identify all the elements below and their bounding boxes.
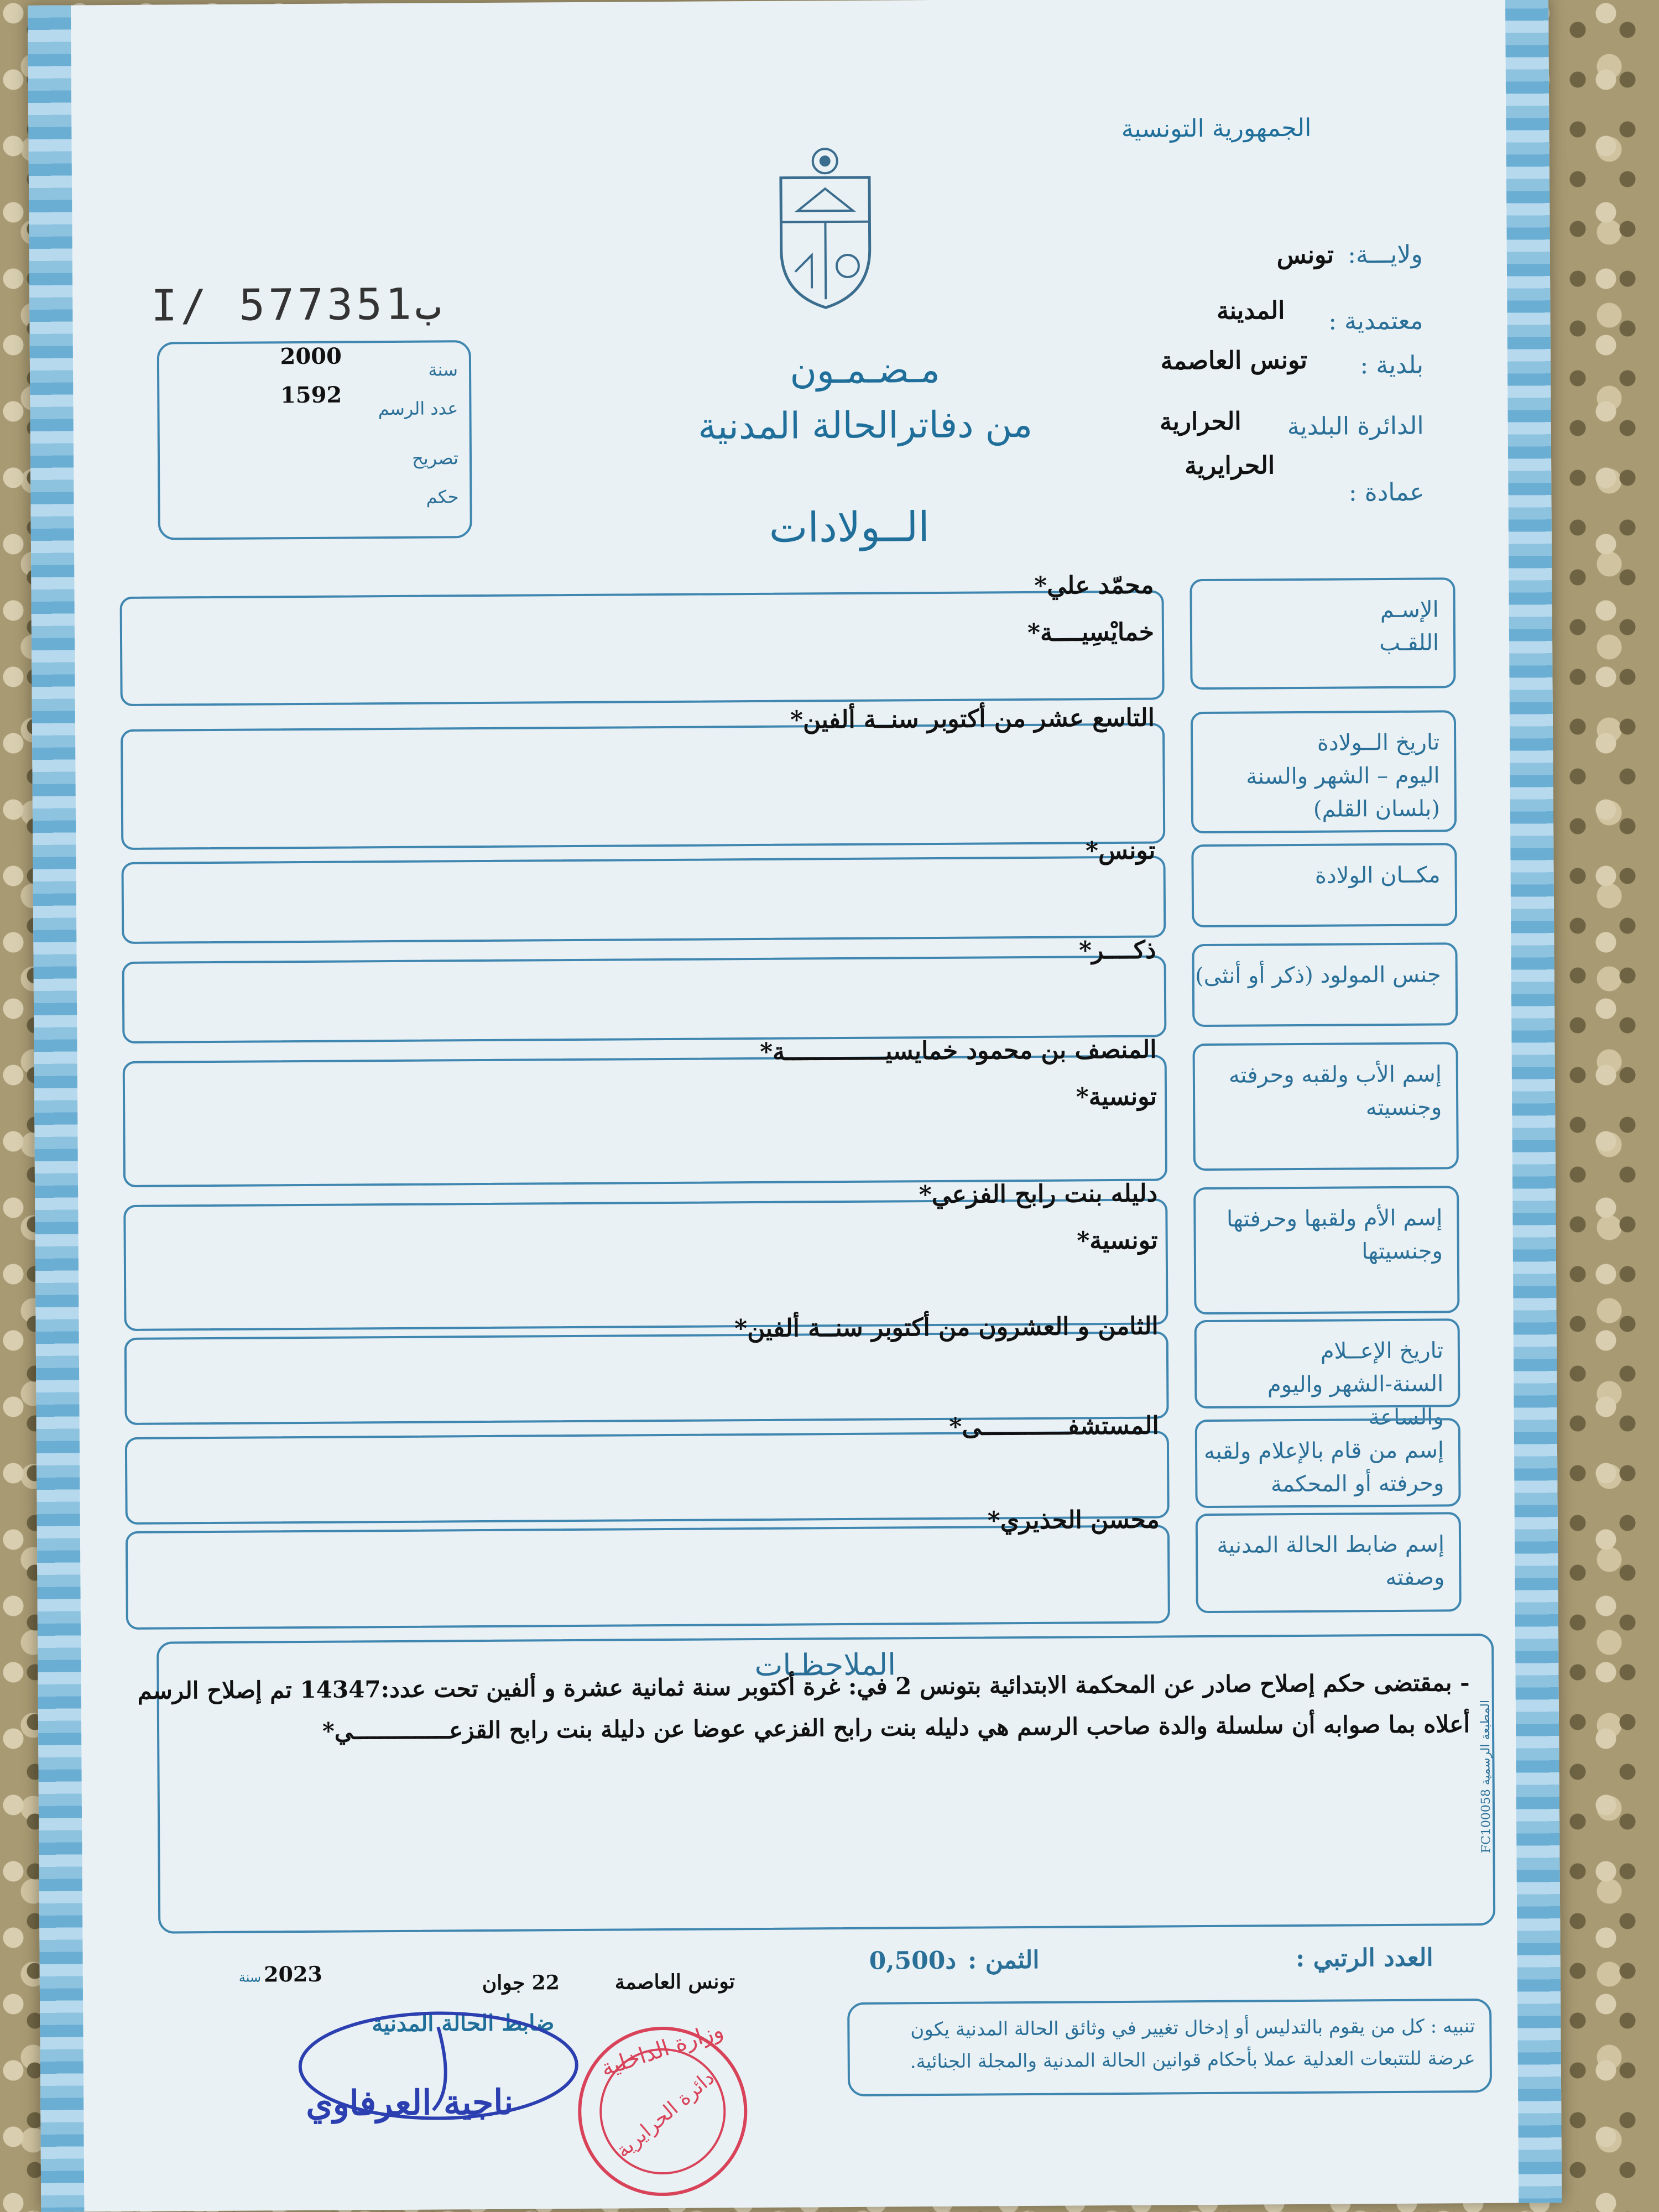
row-label-line: السنة-الشهر واليوم والساعة bbox=[1267, 1371, 1444, 1431]
motamadiya-field bbox=[1328, 307, 1423, 336]
remarks-line-1: - بمقتضى حكم إصلاح صادر عن المحكمة الابتدائية بتونس 2 في: غرة أكتوبر سنة ثمانية عشرة و ألفين تحت عدد:14347 تم إصلاح الرسم bbox=[137, 1669, 1470, 1704]
decorative-border-left bbox=[28, 6, 84, 2212]
year-value: 2000 bbox=[280, 343, 342, 370]
imada-label: عمادة : bbox=[1348, 478, 1425, 507]
row-value-text: المنصف بن محمود خمايسيــــــــــــــة* bbox=[760, 1035, 1157, 1066]
document-title: مـضـمـون bbox=[790, 348, 940, 392]
row-label-line: وحرفته أو المحكمة bbox=[1270, 1470, 1444, 1498]
daira-value: الحرارية bbox=[1159, 407, 1241, 436]
row-label-8 bbox=[1195, 1418, 1461, 1508]
birth-certificate-document bbox=[28, 0, 1562, 2212]
row-value-text: التاسع عشر من أكتوبر سنــة ألفين* bbox=[790, 703, 1155, 734]
row-value-text: خمايْسِيــــة* bbox=[1027, 618, 1155, 647]
issue-date bbox=[482, 1971, 560, 1995]
row-value-text: ذكــــر* bbox=[1078, 936, 1156, 965]
remarks-box bbox=[137, 1634, 1495, 1934]
issue-month: جوان bbox=[482, 1971, 525, 1995]
row-value-text: الثامن و العشرون من أكتوبر سنــة ألفين* bbox=[734, 1312, 1159, 1343]
row-label-9 bbox=[1196, 1512, 1462, 1613]
wilaya-value: تونس bbox=[1276, 241, 1334, 270]
row-value-text: دليله بنت رابح الفزعي* bbox=[919, 1179, 1158, 1209]
declaration-label: تصريح bbox=[412, 447, 459, 469]
row-label-4 bbox=[1192, 942, 1458, 1027]
motamadiya-label: معتمدية : bbox=[1328, 306, 1423, 336]
motamadiya-value: المدينة bbox=[1216, 296, 1285, 325]
year-number-box bbox=[157, 340, 472, 540]
baladiya-field bbox=[1360, 351, 1423, 380]
officer-signature-name: ناجية العرفاوي bbox=[305, 2081, 514, 2124]
row-label-line: إسم الأم ولقبها وحرفتها bbox=[1226, 1205, 1443, 1232]
row-label-line: إسم من قام بالإعلام ولقبه bbox=[1203, 1437, 1444, 1465]
issue-year-label: سنة bbox=[238, 1969, 262, 1985]
row-label-3 bbox=[1191, 843, 1457, 927]
row-label-line: إسم الأب ولقبه وحرفته bbox=[1228, 1061, 1442, 1088]
imada-value: الحرايرية bbox=[1185, 451, 1275, 481]
row-value-text: تونسية* bbox=[1076, 1082, 1157, 1112]
issue-place: تونس العاصمة bbox=[614, 1970, 735, 1994]
row-label-1 bbox=[1190, 577, 1455, 690]
seal-ministry-text: وزارة الداخلية bbox=[598, 2017, 727, 2082]
issue-year-field bbox=[239, 1961, 322, 1987]
price-field bbox=[869, 1946, 1039, 1975]
price-label: الثمن : bbox=[967, 1945, 1040, 1975]
row-value-box-9 bbox=[126, 1525, 1170, 1630]
judgment-label: حكم bbox=[426, 486, 459, 508]
row-label-line: اليوم – الشهر والسنة bbox=[1246, 763, 1440, 790]
row-value-box-2 bbox=[121, 723, 1165, 850]
wilaya-label: ولايـــة: bbox=[1347, 240, 1423, 269]
row-value-text: تونس* bbox=[1085, 836, 1156, 865]
serial-no-label: العدد الرتبي : bbox=[1295, 1943, 1433, 1973]
row-value-box-5 bbox=[123, 1055, 1167, 1187]
row-label-line: تاريخ الإعــلام bbox=[1320, 1338, 1444, 1364]
daira-label: الدائرة البلدية bbox=[1287, 411, 1424, 441]
baladiya-value: تونس العاصمة bbox=[1160, 346, 1308, 375]
printer-code: المطبعة الرسمية FC100058 bbox=[1478, 1699, 1494, 1854]
row-value-box-7 bbox=[124, 1331, 1169, 1425]
row-label-line: اللقـب bbox=[1379, 630, 1439, 656]
record-number-label: عدد الرسم bbox=[378, 398, 458, 420]
row-label-2 bbox=[1191, 710, 1457, 833]
row-label-7 bbox=[1194, 1318, 1460, 1431]
row-label-line: مكــان الولادة bbox=[1314, 862, 1441, 889]
row-value-text: المستشفــــــــــــى* bbox=[949, 1411, 1159, 1441]
row-label-line: الإسـم bbox=[1380, 597, 1439, 623]
tunisia-coat-of-arms-icon bbox=[770, 144, 881, 311]
row-label-5 bbox=[1193, 1042, 1459, 1171]
row-value-box-4 bbox=[122, 955, 1167, 1044]
row-label-line: وجنسيته bbox=[1365, 1094, 1442, 1121]
row-value-box-3 bbox=[121, 855, 1166, 944]
remarks-line-2: أعلاه بما صوابه أن سلسلة والدة صاحب الرسم هي دليله بنت رابح الفزعي عوضا عن دليلة بنت رابح القزعــــــــــــــي* bbox=[322, 1710, 1470, 1745]
serial-number: I/ 577351ب bbox=[151, 279, 441, 331]
row-value-text: محسن الحذيري* bbox=[987, 1505, 1160, 1535]
republic-heading: الجمهورية التونسية bbox=[1121, 113, 1312, 143]
row-label-line: وجنسيتها bbox=[1361, 1238, 1443, 1265]
row-label-line: جنس المولود (ذكر أو أنثى) bbox=[1194, 962, 1441, 989]
issue-year: 2023 bbox=[263, 1961, 322, 1987]
fraud-warning-box: تنبيه : كل من يقوم بالتدليس أو إدخال تغيير في وثائق الحالة المدنية يكون عرضة للتتبعات العدلية عملا بأحكام قوانين الحالة المدنية والمجلة الجنائية. bbox=[847, 1999, 1492, 2096]
year-label: سنة bbox=[428, 359, 458, 380]
document-subtitle: من دفاترالحالة المدنية bbox=[697, 403, 1033, 448]
wilaya-field bbox=[1277, 241, 1423, 270]
decorative-border-right bbox=[1505, 0, 1562, 2203]
record-number-value: 1592 bbox=[280, 382, 342, 409]
issue-day: 22 bbox=[531, 1971, 560, 1995]
row-value-box-6 bbox=[123, 1198, 1168, 1331]
row-value-text: تونسية* bbox=[1077, 1226, 1158, 1255]
births-heading: الــولادات bbox=[769, 503, 930, 552]
row-label-line: (بلسان القلم) bbox=[1313, 796, 1441, 822]
remarks-title: الملاحظـات bbox=[754, 1647, 896, 1683]
row-value-box-1 bbox=[120, 590, 1165, 706]
row-label-line: تاريخ الــولادة bbox=[1317, 729, 1440, 756]
row-label-line: وصفته bbox=[1385, 1564, 1445, 1591]
row-label-6 bbox=[1193, 1186, 1459, 1314]
row-label-line: إسم ضابط الحالة المدنية bbox=[1217, 1531, 1445, 1558]
seal-circle-text: دائرة الحرايرية bbox=[612, 2066, 719, 2163]
officer-title: ضابط الحالة المدنية bbox=[372, 2010, 555, 2037]
baladiya-label: بلدية : bbox=[1360, 351, 1424, 380]
price-value: 0,500د bbox=[869, 1946, 957, 1975]
row-value-text: محمّد علي* bbox=[1034, 571, 1154, 600]
signature-stroke-icon bbox=[272, 1999, 583, 2144]
